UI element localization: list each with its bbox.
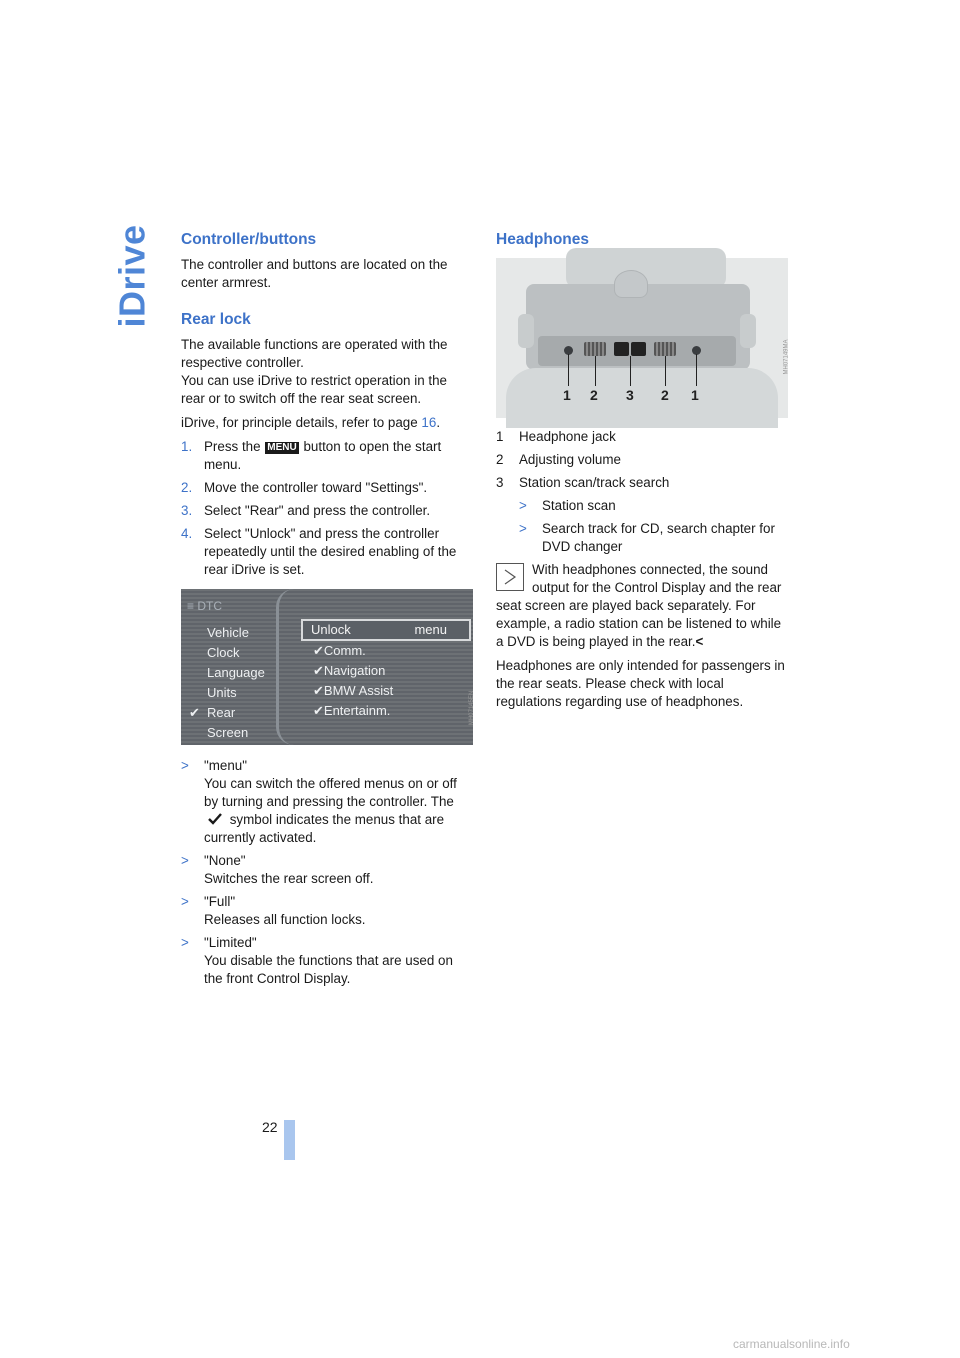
figure-cushion bbox=[506, 368, 778, 428]
controller-text: The controller and buttons are located on the center armrest. bbox=[181, 257, 448, 290]
check-icon: ✔ bbox=[313, 643, 324, 658]
screen-submenu-item bbox=[301, 701, 471, 721]
bullet-arrow-icon: > bbox=[181, 935, 189, 950]
rear-lock-heading: Rear lock bbox=[181, 311, 251, 328]
figure-label: 3 bbox=[626, 387, 634, 403]
principle-suffix: . bbox=[436, 415, 441, 430]
dtc-text: DTC bbox=[197, 599, 223, 613]
page-link[interactable]: 16 bbox=[421, 415, 437, 430]
figure-image-code: MH07149MA bbox=[783, 339, 790, 375]
option-title: "None" bbox=[204, 853, 246, 868]
screen-menu-item-checked bbox=[189, 703, 265, 723]
legend-number: 2 bbox=[496, 452, 504, 467]
step-number: 4. bbox=[181, 526, 193, 541]
submenu-label: BMW Assist bbox=[323, 683, 394, 698]
legend-text: Adjusting volume bbox=[519, 452, 621, 467]
steps-list bbox=[181, 438, 473, 579]
rear-lock-text-2: You can use iDrive to restrict operation in the rear or to switch off the rear seat screen. bbox=[181, 373, 447, 406]
screen-submenu-item bbox=[301, 641, 471, 661]
legend-number: 3 bbox=[496, 475, 504, 490]
option-desc-before: You can switch the offered menus on or off by turning and pressing the controller. The bbox=[204, 776, 457, 809]
check-icon: ✔ bbox=[313, 663, 324, 678]
figure-controller-knob bbox=[614, 270, 648, 298]
figure-leader-line bbox=[595, 356, 596, 386]
footer-watermark: carmanualsonline.info bbox=[733, 1337, 850, 1351]
screen-menu-item-label: Rear bbox=[207, 705, 236, 720]
step-item bbox=[181, 525, 473, 579]
screen-submenu-item bbox=[301, 681, 471, 701]
step-text: Select "Rear" and press the controller. bbox=[204, 503, 431, 518]
figure-leader-line bbox=[568, 354, 569, 386]
step-item bbox=[181, 479, 473, 497]
unlock-label: Unlock bbox=[311, 622, 351, 637]
check-icon: ✔ bbox=[189, 705, 200, 720]
option-title: "Limited" bbox=[204, 935, 257, 950]
closing-text: Headphones are only intended for passengers in the rear seats. Please check with local regulations regarding use of headphones. bbox=[496, 658, 785, 709]
step-text-after: button to open the start menu. bbox=[204, 439, 442, 472]
figure-volume-wheel-left bbox=[584, 342, 606, 356]
right-column bbox=[496, 230, 788, 717]
screen-unlock-row bbox=[301, 619, 471, 641]
principle-prefix: iDrive, for principle details, refer to page bbox=[181, 415, 422, 430]
figure-label: 2 bbox=[590, 387, 598, 403]
option-item bbox=[181, 893, 473, 929]
figure-label: 1 bbox=[563, 387, 571, 403]
submenu-label: Comm. bbox=[323, 643, 366, 658]
sub-item-text: Search track for CD, search chapter for DVD changer bbox=[542, 521, 775, 554]
step-text bbox=[204, 438, 473, 474]
rear-lock-text bbox=[181, 336, 473, 372]
note-end-mark: < bbox=[695, 634, 704, 649]
chapter-side-title bbox=[113, 226, 153, 326]
legend-item bbox=[496, 428, 788, 446]
legend-number: 1 bbox=[496, 429, 504, 444]
bullet-arrow-icon: > bbox=[181, 853, 189, 868]
page-number-bar bbox=[284, 1120, 295, 1160]
option-title: "Full" bbox=[204, 894, 236, 909]
screen-image-code: MH07145EN bbox=[468, 690, 475, 726]
screen-divider bbox=[276, 589, 294, 745]
page-number: 22 bbox=[262, 1119, 278, 1135]
step-item bbox=[181, 502, 473, 520]
figure-label: 2 bbox=[661, 387, 669, 403]
screen-menu-item: Clock bbox=[207, 645, 240, 660]
rear-lock-text-1: The available functions are operated with the respective controller. bbox=[181, 337, 448, 370]
legend-item bbox=[496, 451, 788, 469]
screen-dtc-label: ≡ DTC bbox=[187, 599, 223, 613]
step-number: 3. bbox=[181, 503, 193, 518]
sub-item bbox=[519, 520, 788, 556]
bullet-arrow-icon: > bbox=[519, 498, 527, 513]
screen-submenu-item bbox=[301, 661, 471, 681]
screen-menu-item: Vehicle bbox=[207, 625, 249, 640]
menu-button-icon: MENU bbox=[267, 442, 297, 453]
sub-item-text: Station scan bbox=[542, 498, 616, 513]
unlock-value: menu bbox=[414, 622, 447, 637]
option-desc: You disable the functions that are used on the front Control Display. bbox=[204, 953, 453, 986]
option-desc: Switches the rear screen off. bbox=[204, 871, 374, 886]
screen-menu-item: Screen bbox=[207, 725, 249, 740]
rear-lock-screen-image bbox=[181, 589, 473, 745]
step-item bbox=[181, 438, 473, 474]
figure-scan-button-right bbox=[631, 342, 646, 356]
headphones-figure bbox=[496, 258, 788, 418]
controller-heading: Controller/buttons bbox=[181, 231, 317, 248]
step-text: Select "Unlock" and press the controller repeatedly until the desired enabling of the rear iDrive is set. bbox=[204, 526, 457, 577]
legend-item bbox=[496, 474, 788, 492]
bullet-arrow-icon: > bbox=[181, 758, 189, 773]
figure-volume-wheel-right bbox=[654, 342, 676, 356]
figure-leader-line bbox=[630, 356, 631, 386]
figure-label: 1 bbox=[691, 387, 699, 403]
option-text bbox=[204, 934, 473, 988]
option-text bbox=[204, 893, 473, 929]
option-item bbox=[181, 934, 473, 988]
bullet-arrow-icon: > bbox=[519, 521, 527, 536]
option-desc: Releases all function locks. bbox=[204, 912, 366, 927]
left-column bbox=[181, 230, 473, 993]
figure-scan-button-left bbox=[614, 342, 629, 356]
screen-right-menu bbox=[301, 619, 471, 721]
step-number: 1. bbox=[181, 439, 193, 454]
figure-leader-line bbox=[696, 354, 697, 386]
figure-leader-line bbox=[665, 356, 666, 386]
check-icon: ✔ bbox=[313, 683, 324, 698]
option-text bbox=[204, 852, 473, 888]
option-item bbox=[181, 852, 473, 888]
legend-text: Station scan/track search bbox=[519, 475, 670, 490]
submenu-label: Entertainm. bbox=[323, 703, 391, 718]
option-title: "menu" bbox=[204, 758, 248, 773]
note-arrow-icon bbox=[496, 563, 524, 591]
option-item bbox=[181, 757, 473, 847]
screen-menu-item: Units bbox=[207, 685, 237, 700]
figure-side-left bbox=[518, 314, 534, 348]
principle-reference bbox=[181, 414, 473, 432]
step-number: 2. bbox=[181, 480, 193, 495]
step-text: Move the controller toward "Settings". bbox=[204, 480, 428, 495]
bullet-arrow-icon: > bbox=[181, 894, 189, 909]
submenu-label: Navigation bbox=[323, 663, 386, 678]
note-arrow-svg bbox=[501, 568, 519, 586]
note-text: With headphones connected, the sound output for the Control Display and the rear seat screen are played back separately. For example, a radio station can be listened to while a DVD is being played in the rear. bbox=[496, 562, 782, 649]
headphones-heading: Headphones bbox=[496, 231, 590, 248]
option-desc-after: symbol indicates the menus that are currently activated. bbox=[204, 812, 445, 845]
sub-item bbox=[519, 497, 788, 515]
chapter-title-text: iDrive bbox=[112, 224, 153, 328]
legend-sub-list bbox=[496, 497, 788, 556]
check-icon bbox=[208, 813, 222, 825]
step-text-before: Press the bbox=[204, 439, 265, 454]
option-text bbox=[204, 757, 473, 847]
figure-side-right bbox=[740, 314, 756, 348]
legend-text: Headphone jack bbox=[519, 429, 616, 444]
check-icon: ✔ bbox=[313, 703, 324, 718]
screen-menu-item: Language bbox=[207, 665, 265, 680]
screen-left-menu bbox=[189, 623, 265, 743]
note-block bbox=[496, 561, 788, 651]
